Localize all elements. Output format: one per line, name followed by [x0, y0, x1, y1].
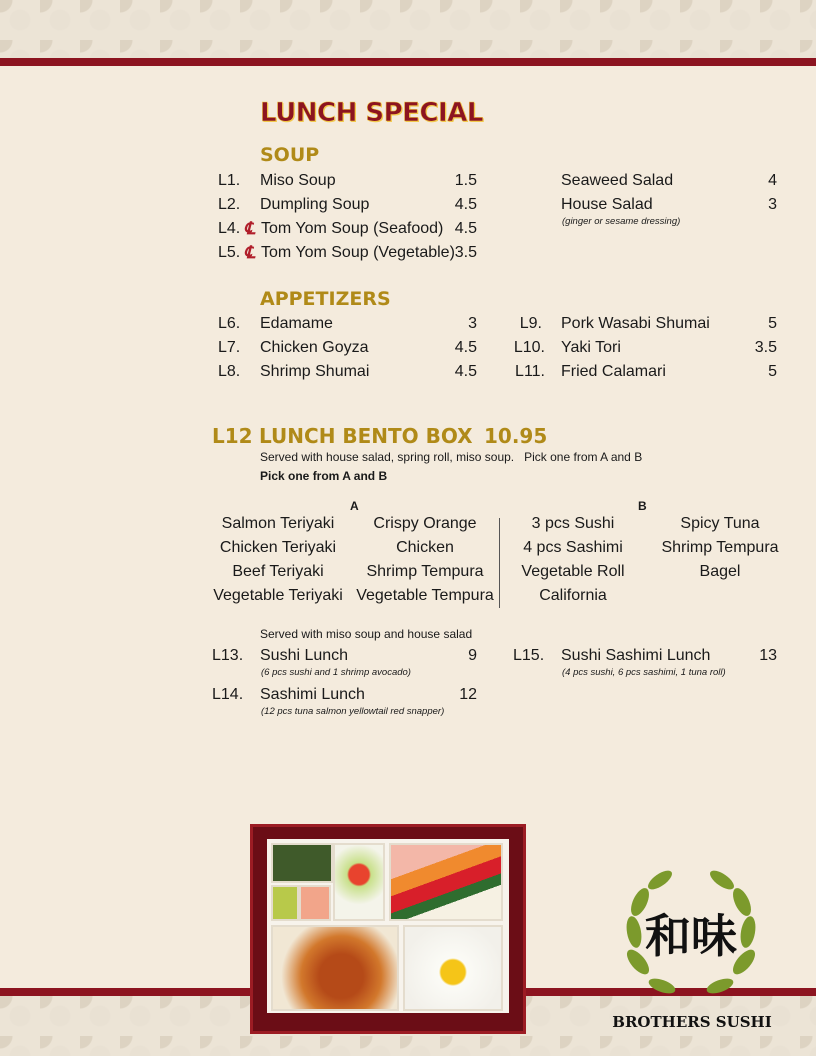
item-price: 4.5	[454, 220, 477, 237]
item-code: L6.	[218, 315, 241, 332]
item-code: L14.	[212, 686, 244, 703]
item-note: (4 pcs sushi, 6 pcs sashimi, 1 tuna roll)	[562, 667, 726, 678]
item-price: 5	[768, 363, 777, 380]
bento-price: 10.95	[484, 424, 548, 448]
item-name: Tom Yom Soup (Seafood)	[261, 220, 444, 237]
item-name: Chicken Goyza	[260, 339, 369, 356]
item-price: 3.5	[454, 244, 477, 261]
item-code: L10.	[513, 339, 545, 356]
item-price: 4.5	[454, 196, 477, 213]
item-price: 3	[768, 196, 777, 213]
item-name: Tom Yom Soup (Vegetable)	[261, 244, 455, 261]
group-a-label: A	[350, 499, 359, 513]
item-name: Miso Soup	[260, 172, 336, 189]
item-name: Dumpling Soup	[260, 196, 370, 213]
item-price: 4	[768, 172, 777, 189]
item-name: Fried Calamari	[561, 363, 666, 380]
option-b: 4 pcs Sashimi	[523, 539, 623, 556]
item-name: Shrimp Shumai	[260, 363, 370, 380]
item-note: (12 pcs tuna salmon yellowtail red snapper)	[261, 706, 445, 717]
item-price: 3	[468, 315, 477, 332]
item-name: Sashimi Lunch	[260, 686, 365, 703]
item-name: House Salad	[561, 196, 653, 213]
item-code: L2.	[218, 196, 241, 213]
soup-heading: SOUP	[260, 144, 320, 166]
item-note: (6 pcs sushi and 1 shrimp avocado)	[261, 667, 411, 678]
option-a: Beef Teriyaki	[232, 563, 324, 580]
option-a: Chicken Teriyaki	[219, 539, 337, 556]
item-price: 1.5	[454, 172, 477, 189]
item-price: 4.5	[454, 339, 477, 356]
option-b: Bagel	[699, 563, 741, 580]
logo-kanji: 和味	[645, 909, 737, 963]
sushi-lunch-intro: Served with miso soup and house salad	[260, 627, 473, 641]
bento-box-photo	[250, 824, 526, 1034]
option-a: Chicken	[396, 539, 454, 556]
option-a: Vegetable Teriyaki	[213, 587, 343, 604]
option-b: 3 pcs Sushi	[531, 515, 615, 532]
item-code: L11.	[515, 363, 545, 380]
item-code: L15.	[513, 647, 545, 664]
option-b: California	[539, 587, 607, 604]
page-title: LUNCH SPECIAL	[260, 98, 483, 128]
item-code: L9.	[519, 315, 542, 332]
item-name: Yaki Tori	[561, 339, 621, 356]
header-band	[0, 58, 816, 66]
item-name: Sushi Sashimi Lunch	[561, 647, 711, 664]
bento-heading: LUNCH BENTO BOX	[259, 424, 473, 448]
item-name: Pork Wasabi Shumai	[561, 315, 710, 332]
item-price: 3.5	[754, 339, 777, 356]
group-divider	[499, 518, 500, 608]
item-code: L7.	[218, 339, 241, 356]
item-code: L1.	[218, 172, 241, 189]
bento-pick-note: Pick one from A and B	[260, 469, 388, 483]
item-price: 9	[468, 647, 477, 664]
item-code: L5.	[218, 244, 241, 261]
option-b: Spicy Tuna	[680, 515, 760, 532]
group-b-label: B	[638, 499, 647, 513]
item-price: 13	[759, 647, 777, 664]
item-name: Edamame	[260, 315, 333, 332]
option-a: Crispy Orange	[373, 515, 477, 532]
item-name: Seaweed Salad	[561, 172, 674, 189]
bento-code: L12	[212, 424, 253, 448]
laurel-wreath-icon	[612, 862, 770, 1004]
item-name: Sushi Lunch	[260, 647, 349, 664]
header-pattern	[0, 0, 816, 58]
item-price: 4.5	[454, 363, 477, 380]
option-b: Vegetable Roll	[521, 563, 625, 580]
option-a: Vegetable Tempura	[356, 587, 494, 604]
item-code: L13.	[212, 647, 244, 664]
option-b: Shrimp Tempura	[661, 539, 779, 556]
chili-pepper-icon: ℄	[244, 243, 255, 263]
item-price: 5	[768, 315, 777, 332]
bento-description: Served with house salad, spring roll, miso soup. Pick one from A and B	[260, 450, 643, 464]
item-note: (ginger or sesame dressing)	[562, 216, 681, 227]
item-code: L8.	[218, 363, 241, 380]
option-a: Shrimp Tempura	[366, 563, 484, 580]
appetizers-heading: APPETIZERS	[260, 288, 391, 310]
chili-pepper-icon: ℄	[244, 219, 255, 239]
item-code: L4.	[218, 220, 241, 237]
option-a: Salmon Teriyaki	[221, 515, 335, 532]
item-price: 12	[459, 686, 477, 703]
logo-name: BROTHERS SUSHI	[612, 1013, 772, 1031]
